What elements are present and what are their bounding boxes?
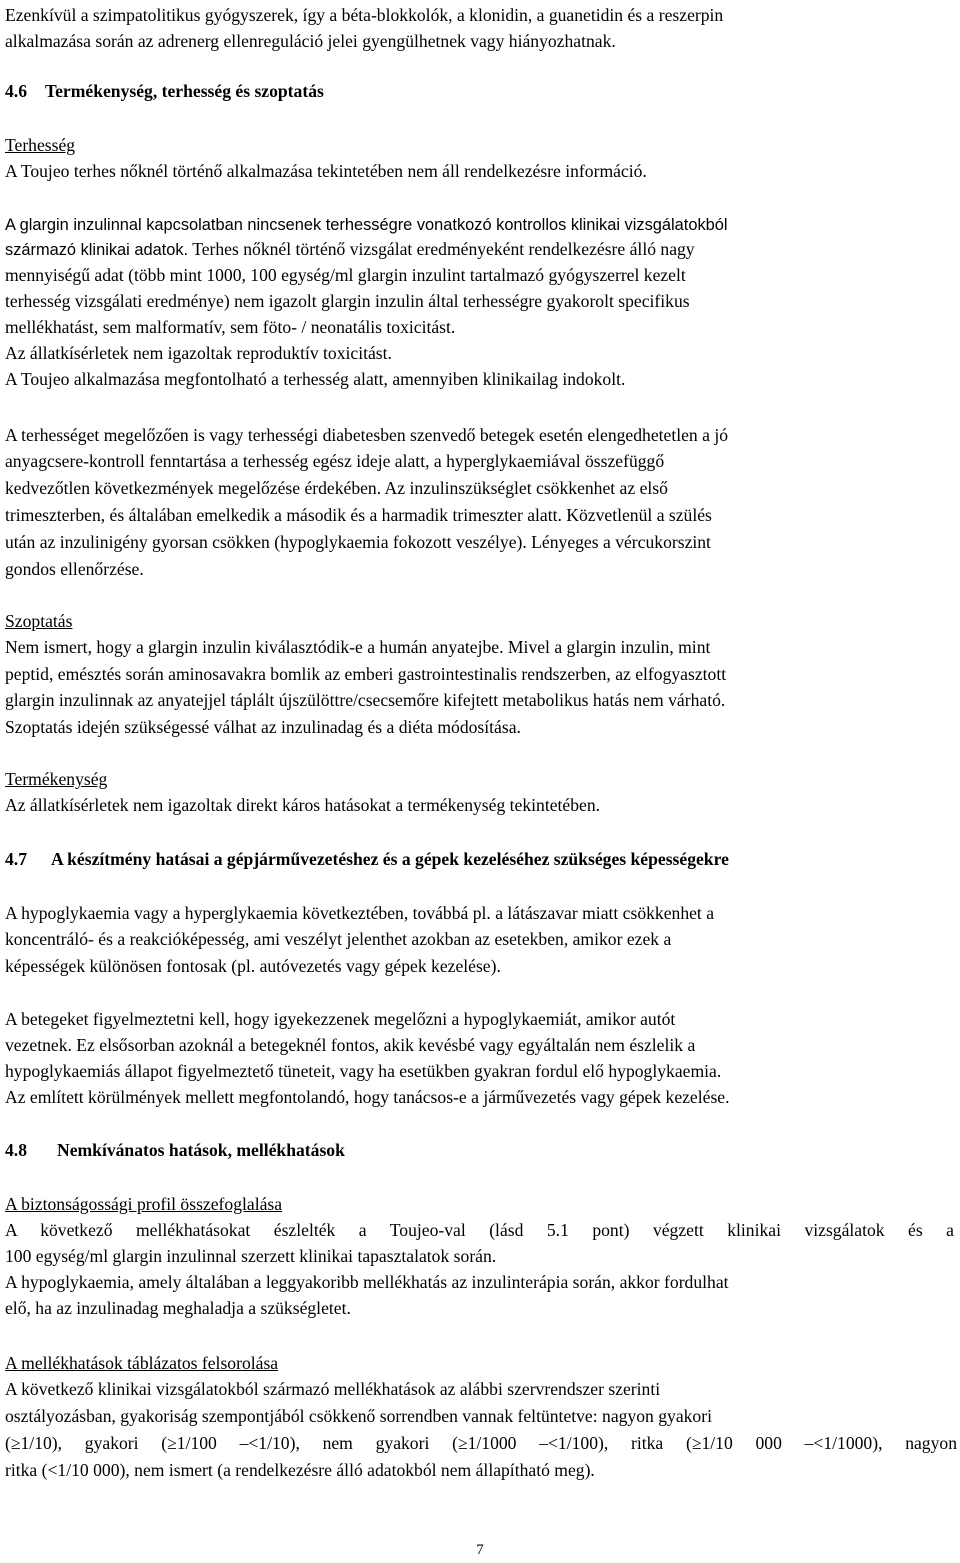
intro-line: Ezenkívül a szimpatolitikus gyógyszerek, így a béta-blokkolók, a klonidin, a guanetidin és a reszerpin bbox=[5, 5, 724, 25]
paragraph-line: A Toujeo alkalmazása megfontolható a terhesség alatt, amennyiben klinikailag indokolt. bbox=[5, 369, 626, 389]
paragraph-line: anyagcsere-kontroll fenntartása a terhesség egész ideje alatt, a hyperglykaemiával összefüggő bbox=[5, 451, 665, 471]
paragraph-line: képességek különösen fontosak (pl. autóvezetés vagy gépek kezelése). bbox=[5, 956, 501, 976]
section-number: 4.8 bbox=[5, 1140, 27, 1160]
section-heading-4-8 bbox=[5, 1137, 345, 1164]
paragraph-line: gondos ellenőrzése. bbox=[5, 559, 144, 579]
paragraph-line: A betegeket figyelmeztetni kell, hogy igyekezzenek megelőzni a hypoglykaemiát, amikor autót bbox=[5, 1009, 676, 1029]
paragraph-line: vezetnek. Ez elsősorban azoknál a betegeknél fontos, akik kevésbé vagy egyáltalán nem észlelik a bbox=[5, 1035, 696, 1055]
paragraph-line: koncentráló- és a reakcióképesség, ami veszélyt jelenthet azokban az esetekben, amikor ezek a bbox=[5, 929, 672, 949]
paragraph-line: Az állatkísérletek nem igazoltak direkt káros hatásokat a termékenység tekintetében. bbox=[5, 795, 601, 815]
paragraph-line: A következő klinikai vizsgálatokból származó mellékhatások az alábbi szervrendszer szerinti bbox=[5, 1379, 661, 1399]
paragraph-line: A hypoglykaemia, amely általában a leggyakoribb mellékhatás az inzulinterápia során, akkor fordulhat bbox=[5, 1272, 729, 1292]
paragraph-line: Az említett körülmények mellett megfontolandó, hogy tanácsos-e a járművezetés vagy gépek kezelése. bbox=[5, 1087, 730, 1107]
fertility-heading: Termékenység bbox=[5, 769, 108, 789]
paragraph-line: peptid, emésztés során aminosavakra bomlik az emberi gastrointestinalis rendszerben, az elfogyasztott bbox=[5, 664, 727, 684]
paragraph-line: mennyiségű adat (több mint 1000, 100 egység/ml glargin inzulint tartalmazó gyógyszerrel kezelt bbox=[5, 265, 686, 285]
paragraph-line: trimeszterben, és általában emelkedik a második és a harmadik trimeszter alatt. Közvetlenül a szülés bbox=[5, 505, 712, 525]
safety-profile-heading: A biztonságossági profil összefoglalása bbox=[5, 1194, 283, 1214]
paragraph-line: terhesség vizsgálati eredménye) nem igazolt glargin inzulin által terhességre gyakorolt specifikus bbox=[5, 291, 690, 311]
text-run: Terhes nőknél történő vizsgálat eredményeként rendelkezésre álló nagy bbox=[188, 239, 695, 259]
section-title: Nemkívánatos hatások, mellékhatások bbox=[57, 1140, 345, 1160]
paragraph-line: 100 egység/ml glargin inzulinnal szerzett klinikai tapasztalatok során. bbox=[5, 1246, 497, 1266]
section-heading-4-7 bbox=[5, 846, 729, 873]
paragraph-line: Nem ismert, hogy a glargin inzulin kiválasztódik-e a humán anyatejbe. Mivel a glargin inzulin, mint bbox=[5, 637, 711, 657]
paragraph-line bbox=[5, 236, 695, 264]
page-number: 7 bbox=[476, 1542, 484, 1558]
paragraph-line: ritka (<1/10 000), nem ismert (a rendelkezésre álló adatokból nem állapítható meg). bbox=[5, 1460, 595, 1480]
paragraph-line: után az inzulinigény gyorsan csökken (hypoglykaemia fokozott veszélye). Lényeges a vércukorszint bbox=[5, 532, 711, 552]
text-run: származó klinikai adatok. bbox=[5, 241, 189, 259]
paragraph-line: mellékhatást, sem malformatív, sem föto- / neonatális toxicitást. bbox=[5, 317, 456, 337]
paragraph-line: A terhességet megelőzően is vagy terhességi diabetesben szenvedő betegek esetén elengedhetetlen a jó bbox=[5, 425, 729, 445]
section-heading-4-6 bbox=[5, 78, 324, 105]
paragraph-line: A következő mellékhatásokat észlelték a Toujeo-val (lásd 5.1 pont) végzett klinikai vizsgálatok és a bbox=[5, 1220, 954, 1240]
section-title: Termékenység, terhesség és szoptatás bbox=[45, 81, 324, 101]
pregnancy-heading: Terhesség bbox=[5, 135, 76, 155]
paragraph-line: hypoglykaemiás állapot figyelmeztető tüneteit, vagy ha esetükben gyakran fordul elő hypoglykaemia. bbox=[5, 1061, 722, 1081]
section-number: 4.6 bbox=[5, 81, 27, 101]
paragraph-line: A hypoglykaemia vagy a hyperglykaemia következtében, továbbá pl. a látászavar miatt csökkenhet a bbox=[5, 903, 715, 923]
paragraph-line: A Toujeo terhes nőknél történő alkalmazása tekintetében nem áll rendelkezésre információ. bbox=[5, 161, 647, 181]
paragraph-line: glargin inzulinnak az anyatejjel táplált újszülöttre/csecsemőre kifejtett metabolikus hatás nem várható. bbox=[5, 690, 726, 710]
intro-line: alkalmazása során az adrenerg ellenreguláció jelei gyengülhetnek vagy hiányozhatnak. bbox=[5, 31, 616, 51]
paragraph-line: Szoptatás idején szükségessé válhat az inzulinadag és a diéta módosítása. bbox=[5, 717, 521, 737]
paragraph-line: Az állatkísérletek nem igazoltak reproduktív toxicitást. bbox=[5, 343, 392, 363]
paragraph-line: osztályozásban, gyakoriság szempontjából csökkenő sorrendben vannak feltüntetve: nagyon gyakori bbox=[5, 1406, 712, 1426]
paragraph-line: (≥1/10), gyakori (≥1/100 –<1/10), nem gyakori (≥1/1000 –<1/100), ritka (≥1/10 000 –<1/1000), nagyon bbox=[5, 1433, 957, 1453]
paragraph-line: elő, ha az inzulinadag meghaladja a szükségletet. bbox=[5, 1298, 351, 1318]
section-title: A készítmény hatásai a gépjárművezetéshez és a gépek kezeléséhez szükséges képességekre bbox=[51, 849, 729, 869]
section-number: 4.7 bbox=[5, 849, 27, 869]
lactation-heading: Szoptatás bbox=[5, 611, 73, 631]
paragraph-line: kedvezőtlen következmények megelőzése érdekében. Az inzulinszükséglet csökkenhet az első bbox=[5, 478, 668, 498]
table-list-heading: A mellékhatások táblázatos felsorolása bbox=[5, 1353, 279, 1373]
paragraph-line: A glargin inzulinnal kapcsolatban nincsenek terhességre vonatkozó kontrollos klinikai vizsgálatokból bbox=[5, 216, 728, 234]
